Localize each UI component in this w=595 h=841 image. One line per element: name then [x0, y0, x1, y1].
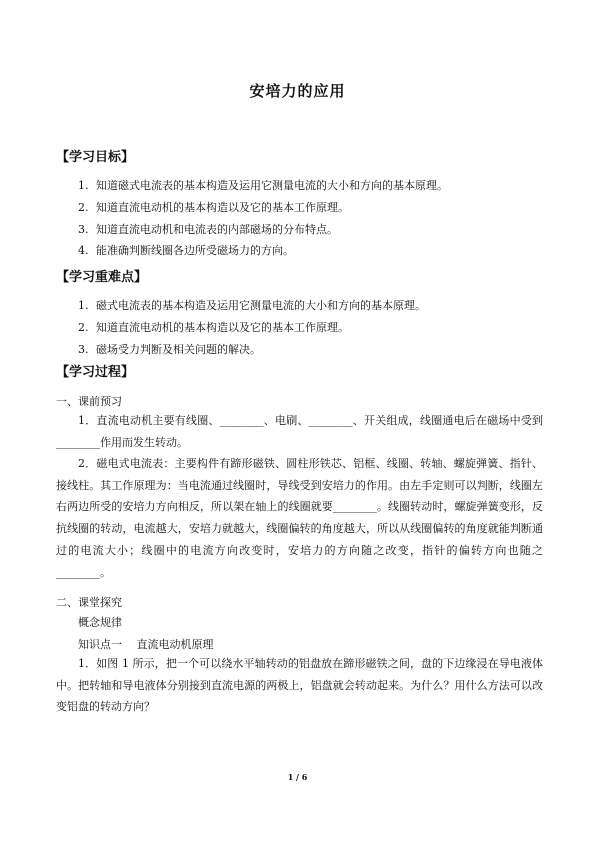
section-preview: 一、课前预习: [56, 395, 122, 408]
key-point-item-2: [78, 319, 349, 335]
page-title: 安培力的应用: [249, 82, 346, 100]
key-point-item-1: [78, 297, 426, 313]
process-heading: 【学习过程】: [56, 365, 135, 380]
goal-item-text: 知道直流电动机和电流表的内部磁场的分布特点。: [96, 223, 338, 236]
goal-item-2: [78, 199, 349, 215]
key-point-item-3: [78, 341, 261, 357]
goals-heading: 【学习目标】: [56, 150, 135, 165]
paragraph-galvanometer: 2．磁电式电流表：主要构件有蹄形磁铁、圆柱形铁芯、铝框、线圈、转轴、螺旋弹簧、指针、接线柱。其工作原理为：当电流通过线圈时，导线受到安培力的作用。由左手定则可以判断，线圈左右两边所受的安培力方向相反，所以架在轴上的线圈就要________。线圈转动时，螺旋弹簧变形，反抗线圈的转动，电流越大，安培力就越大，线圈偏转的角度越大，所以从线圈偏转的角度就能判断通过的电流大小；线圈中的电流方向改变时，安培力的方向随之改变，指针的偏转方向也随之________。: [56, 457, 543, 579]
key-point-text: 磁场受力判断及相关问题的解决。: [96, 343, 261, 356]
goal-item-number: 1.: [78, 179, 89, 192]
goal-item-3: [78, 221, 338, 237]
section-classroom: 二、课堂探究: [56, 596, 122, 609]
paragraph-motor-fill: 1．直流电动机主要有线圈、________、电刷、________、开关组成，线圈通电后在磁场中受到________作用而发生转动。: [56, 414, 543, 449]
page-number: 1 / 6: [287, 772, 308, 782]
key-point-number: 1.: [78, 299, 89, 312]
key-point-text: 磁式电流表的基本构造及运用它测量电流的大小和方向的基本原理。: [96, 299, 426, 312]
goal-item-text: 能准确判断线圈各边所受磁场力的方向。: [96, 244, 294, 257]
key-point-text: 知道直流电动机的基本构造以及它的基本工作原理。: [96, 321, 349, 334]
goal-item-4: [78, 242, 294, 258]
paragraph-question: 1．如图 1 所示，把一个可以绕水平轴转动的铝盘放在蹄形磁铁之间，盘的下边缘浸在导电液体中。把转轴和导电液体分别接到直流电源的两极上，铝盘就会转动起来。为什么？用什么方法可以改变铝盘的转动方向？: [56, 657, 543, 714]
knowledge-point-label: 知识点一 直流电动机原理: [78, 638, 214, 651]
goal-item-number: 4.: [78, 244, 89, 257]
goal-item-number: 3.: [78, 223, 89, 236]
goal-item-1: [78, 177, 448, 193]
goal-item-text: 知道直流电动机的基本构造以及它的基本工作原理。: [96, 201, 349, 214]
goal-item-number: 2.: [78, 201, 89, 214]
concept-label: 概念规律: [78, 616, 122, 629]
key-point-number: 2.: [78, 321, 89, 334]
goal-item-text: 知道磁式电流表的基本构造及运用它测量电流的大小和方向的基本原理。: [96, 179, 448, 192]
key-points-heading: 【学习重难点】: [56, 270, 148, 285]
key-point-number: 3.: [78, 343, 89, 356]
